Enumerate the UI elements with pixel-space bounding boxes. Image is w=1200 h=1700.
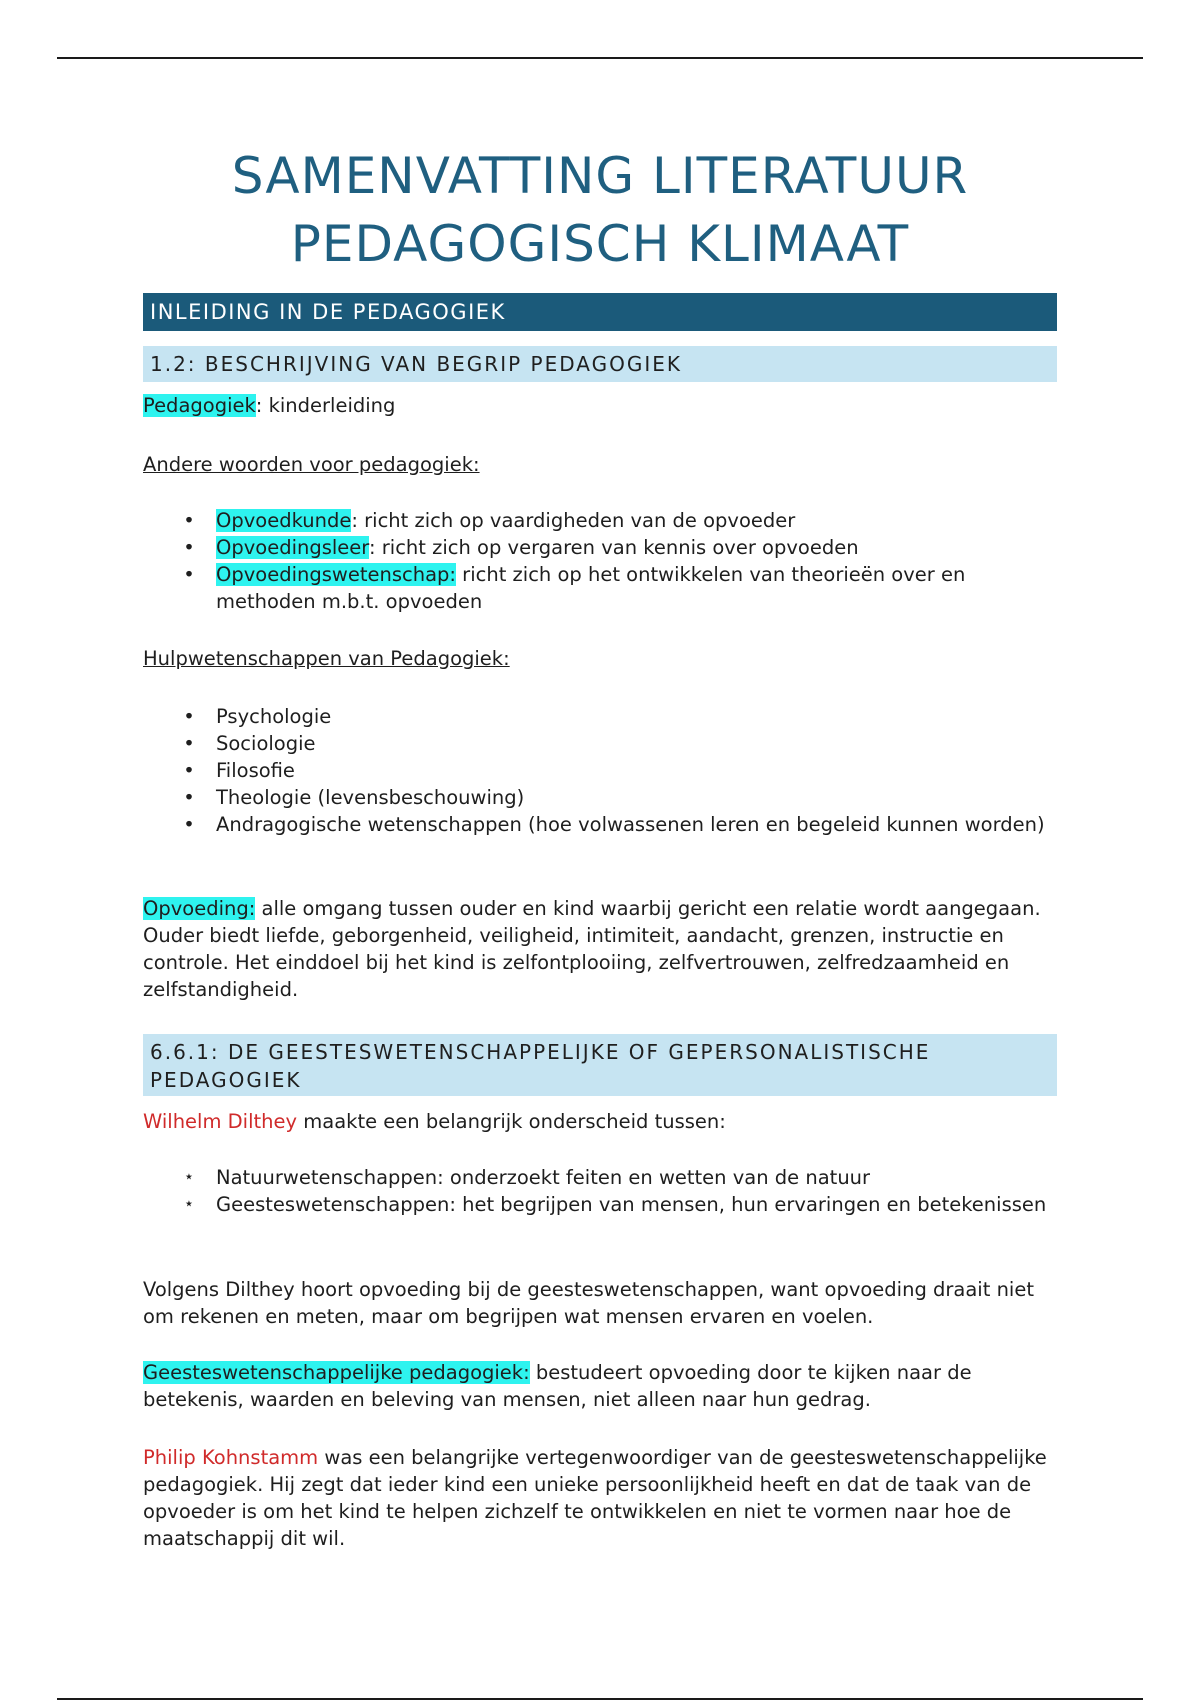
list-text: Geesteswetenschappen: het begrijpen van mensen, hun ervaringen en betekenissen [216, 1193, 1047, 1216]
list-item [143, 811, 1057, 838]
bullet-icon: • [183, 786, 195, 809]
list-text: Sociologie [216, 732, 316, 755]
list-text: Andragogische wetenschappen (hoe volwassenen leren en begeleid kunnen worden) [216, 813, 1045, 836]
aux-sciences-heading-text: Hulpwetenschappen van Pedagogiek: [143, 647, 510, 670]
star-icon: ⋆ [183, 1194, 195, 1214]
list-text: Theologie (levensbeschouwing) [216, 786, 525, 809]
list-item [143, 1191, 1057, 1218]
bullet-icon: • [183, 536, 195, 559]
list-item [143, 703, 1057, 730]
dilthey-intro [143, 1108, 1057, 1135]
other-words-heading-text: Andere woorden voor pedagogiek: [143, 453, 480, 476]
bullet-icon: • [183, 732, 195, 755]
bullet-icon: • [183, 509, 195, 532]
heading-line-1: 6.6.1: DE GEESTESWETENSCHAPPELIJKE OF GEPERSONALISTISCHE [150, 1040, 931, 1064]
list-item [143, 730, 1057, 757]
bullet-icon: • [183, 705, 195, 728]
list-text: : richt zich op vergaren van kennis over opvoeden [368, 536, 859, 559]
bullet-icon: • [183, 813, 195, 836]
bullet-icon: • [183, 563, 195, 586]
term-gw-pedagogiek: Geesteswetenschappelijke pedagogiek: [143, 1361, 530, 1384]
other-words-heading [143, 451, 1057, 478]
opvoeding-text: alle omgang tussen ouder en kind waarbij gericht een relatie wordt aangegaan. Ouder biedt liefde, geborgenheid, veiligheid, intimiteit, aandacht, grenzen, instructie en controle. Het einddoel bij het kind is zelfontplooiing, zelfvertrouwen, zelfredzaamheid en zelfstandigheid. [143, 897, 1041, 1001]
gw-pedagogiek-definition [143, 1359, 1057, 1413]
title-line-1: SAMENVATTING LITERATUUR [231, 147, 969, 205]
list-text: Filosofie [216, 759, 295, 782]
aux-sciences-heading [143, 645, 1057, 672]
section-heading-main: INLEIDING IN DE PEDAGOGIEK [143, 293, 1057, 331]
list-term: Opvoedingsleer [216, 536, 369, 559]
definition-pedagogiek [143, 392, 1057, 419]
list-term: Opvoedkunde [216, 509, 352, 532]
term-pedagogiek: Pedagogiek [143, 394, 256, 417]
list-term: Opvoedingswetenschap: [216, 563, 456, 586]
kohnstamm-text: was een belangrijke vertegenwoordiger van de geesteswetenschappelijke pedagogiek. Hij zegt dat ieder kind een unieke persoonlijkheid heeft en dat de taak van de opvoeder is om het kind te helpen zichzelf te ontwikkelen en niet te vormen naar hoe de maatschappij dit wil. [143, 1446, 1047, 1550]
term-opvoeding: Opvoeding: [143, 897, 256, 920]
top-rule [57, 57, 1143, 59]
list-text: richt zich op het ontwikkelen van theorieën over en methoden m.b.t. opvoeden [216, 563, 966, 613]
list-item [143, 784, 1057, 811]
star-icon: ⋆ [183, 1167, 195, 1187]
person-name-kohnstamm: Philip Kohnstamm [143, 1446, 319, 1469]
kohnstamm-paragraph [143, 1444, 1057, 1552]
bullet-icon: • [183, 759, 195, 782]
heading-line-2: PEDAGOGIEK [150, 1068, 302, 1092]
list-item [143, 561, 1057, 615]
list-item [143, 1164, 1057, 1191]
list-text: Psychologie [216, 705, 332, 728]
section-heading-1-2: 1.2: BESCHRIJVING VAN BEGRIP PEDAGOGIEK [143, 346, 1057, 382]
list-text: : richt zich op vaardigheden van de opvoeder [351, 509, 796, 532]
opvoeding-definition [143, 895, 1057, 1003]
sciences-star-list [143, 1164, 1057, 1218]
title-line-2: PEDAGOGISCH KLIMAAT [290, 215, 910, 273]
dilthey-paragraph: Volgens Dilthey hoort opvoeding bij de geesteswetenschappen, want opvoeding draait niet om rekenen en meten, maar om begrijpen wat mensen ervaren en voelen. [143, 1278, 1034, 1328]
dilthey-intro-text: maakte een belangrijk onderscheid tussen: [297, 1110, 726, 1133]
list-item [143, 507, 1057, 534]
person-name-dilthey: Wilhelm Dilthey [143, 1110, 298, 1133]
aux-sciences-list [143, 703, 1057, 838]
list-item [143, 534, 1057, 561]
gw-pedagogiek-text: bestudeert opvoeding door te kijken naar de betekenis, waarden en beleving van mensen, niet alleen naar hun gedrag. [143, 1361, 972, 1411]
section-heading-6-6-1 [143, 1034, 1057, 1096]
list-text: Natuurwetenschappen: onderzoekt feiten en wetten van de natuur [216, 1166, 871, 1189]
list-item [143, 757, 1057, 784]
definition-text: : kinderleiding [255, 394, 396, 417]
page-title [143, 142, 1057, 278]
other-words-list [143, 507, 1057, 615]
